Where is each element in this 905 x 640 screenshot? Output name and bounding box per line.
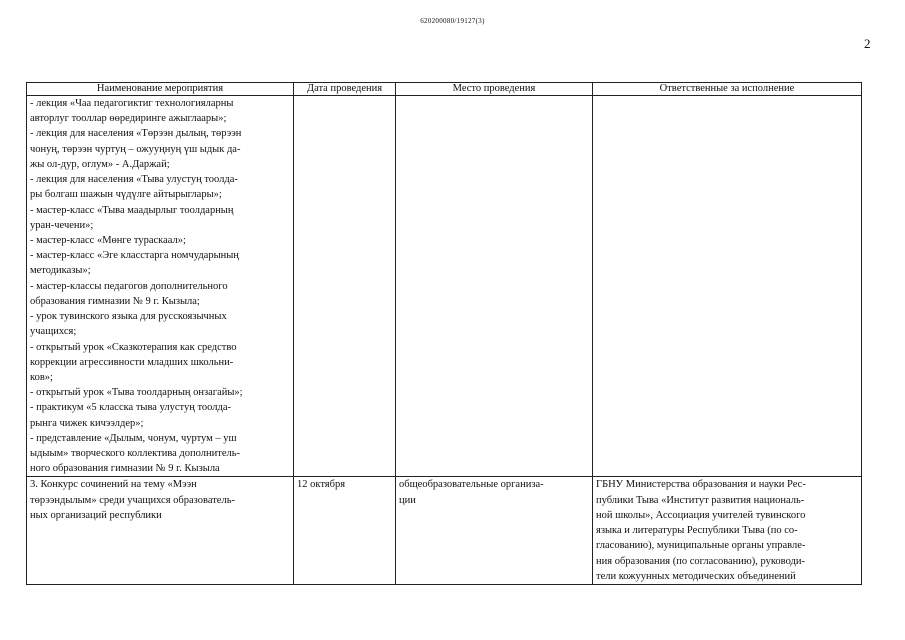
place-line: ции [399,494,416,506]
column-header-responsible: Ответственные за исполнение [593,83,862,96]
responsible-line: гласованию), муниципальные органы управле- [596,540,806,552]
column-header-place: Место проведения [396,83,593,96]
event-line: - мастер-классы педагогов дополнительного [30,280,228,292]
event-line: - мастер-класс «Мөнге тураскаал»; [30,234,186,246]
event-responsible-cell [593,96,862,477]
event-line: - лекция для населения «Тыва улустуң тоолда- [30,174,238,186]
event-line: - представление «Дылым, чонум, чуртум – уш [30,432,237,444]
event-line: - открытый урок «Сказкотерапия как средство [30,341,237,353]
event-line: авторлуг тооллар өөредиринге ажыглаары»; [30,113,227,125]
event-line: төрээндылым» среди учащихся образователь- [30,494,235,506]
event-line: учащихся; [30,326,77,338]
event-responsible-cell [593,477,862,585]
event-name-cell [27,96,294,477]
table-row [27,96,862,477]
event-line: - мастер-класс «Эге класстарга номчударының [30,250,239,262]
table-row [27,477,862,585]
event-place-cell [396,477,593,585]
responsible-line: ГБНУ Министерства образования и науки Рес- [596,479,806,491]
event-line: ыдыым» творческого коллектива дополнитель- [30,448,241,460]
place-line: общеобразовательные организа- [399,479,544,491]
event-line: уран-чечени»; [30,219,94,231]
event-line: ры болгаш шажын чүдүлге айтырыглары»; [30,189,222,201]
column-header-name: Наименование мероприятия [27,83,294,96]
responsible-line: ния образования (по согласованию), руководи- [596,555,805,567]
event-line: - открытый урок «Тыва тоолдарның онзагайы»; [30,387,243,399]
event-line: образования гимназии № 9 г. Кызыла; [30,295,200,307]
event-line: - лекция для населения «Төрээн дылың, төрээн [30,128,242,140]
responsible-line: тели кожуунных методических объединений [596,570,796,582]
document-number: 620200080/19127(3) [420,17,485,25]
event-line: рынга чижек кичээлдер»; [30,417,144,429]
events-table [26,82,862,585]
event-line: ков»; [30,371,53,383]
event-line: - урок тувинского языка для русскоязычных [30,311,227,323]
page-number: 2 [864,36,871,51]
table-header-row [27,83,862,96]
event-line: методиказы»; [30,265,91,277]
event-date-cell [294,96,396,477]
responsible-line: ной школы», Ассоциация учителей тувинского [596,509,806,521]
event-line: - практикум «5 класска тыва улустуң тоолда- [30,402,232,414]
event-line: ных организаций республики [30,509,162,521]
event-line: - мастер-класс «Тыва маадырлыг тоолдарның [30,204,234,216]
event-line: чонуң, төрээн чуртуң – ожууңнуң үш ыдык да- [30,143,241,155]
event-line: ного образования гимназии № 9 г. Кызыла [30,463,220,475]
responsible-line: языка и литературы Республики Тыва (по со- [596,525,798,537]
event-line: жы ол-дур, оглум» - А.Даржай; [30,158,170,170]
event-line: - лекция «Чаа педагогиктиг технологияларны [30,98,234,109]
column-header-date: Дата проведения [294,83,396,96]
event-place-cell [396,96,593,477]
responsible-line: публики Тыва «Институт развития националь- [596,494,805,506]
event-name-cell [27,477,294,585]
event-date-cell: 12 октября [294,477,396,585]
event-line: 3. Конкурс сочинений на тему «Мээн [30,479,197,491]
event-line: коррекции агрессивности младших школьни- [30,356,234,368]
